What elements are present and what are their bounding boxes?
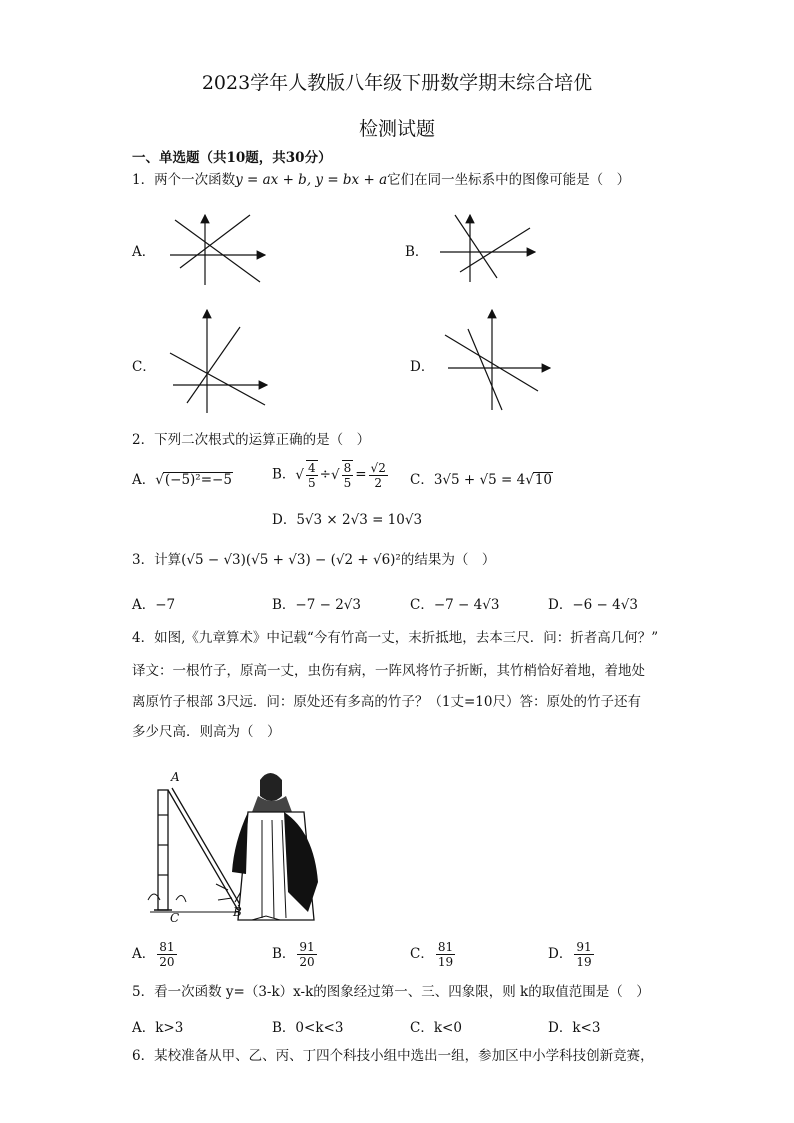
q3-option-a[interactable]: A．−7 [132, 597, 176, 613]
page-subtitle: 检测试题 [358, 118, 435, 140]
q5-option-b[interactable]: B．0<k<3 [272, 1020, 344, 1036]
question-4-line-2: 译文：一根竹子，原高一丈，虫伤有病，一阵风将竹子折断，其竹梢恰好着地，着地处 [132, 663, 645, 679]
q5-option-c[interactable]: C．k<0 [410, 1020, 462, 1036]
q3-option-d[interactable]: D．−6 − 4√3 [548, 597, 638, 613]
q3-option-b[interactable]: B．−7 − 2√3 [272, 597, 361, 613]
q4-option-a[interactable]: A． $\frac{81}{20}$ [132, 940, 175, 969]
figure-label-a: A [171, 770, 180, 784]
question-2-stem: 2．下列二次根式的运算正确的是（ ） [132, 432, 371, 448]
question-6-stem: 6．某校准备从甲、乙、丙、丁四个科技小组中选出一组，参加区中小学科技创新竞赛， [132, 1048, 654, 1064]
q1-option-a-label[interactable]: A． [132, 244, 156, 260]
q1-option-c-label[interactable]: C． [132, 359, 156, 375]
q4-option-d[interactable]: D． $\frac{91}{19}$ [548, 940, 592, 969]
question-4-line-4: 多少尺高．则高为（ ） [132, 724, 281, 740]
question-1-stem: 1．两个一次函数y = ax + b, y = bx + a它们在同一坐标系中的图像可能是（ ） [132, 172, 631, 188]
section-heading: 一、单选题（共10题，共30分） [132, 150, 332, 166]
page-title: 2023学年人教版八年级下册数学期末综合培优 [201, 72, 593, 94]
q2-option-d[interactable]: D．5√3 × 2√3 = 10√3 [272, 512, 423, 528]
q1-option-b-label[interactable]: B． [405, 244, 429, 260]
q1-option-d-graph [440, 305, 555, 415]
figure-label-b: B [233, 905, 242, 919]
question-3-stem: 3．计算(√5 − √3)(√5 + √3) − (√2 + √6)²的结果为（ ） [132, 552, 496, 568]
question-4-line-1: 4．如图,《九章算术》中记载“今有竹高一丈，末折抵地，去本三尺．问：折者高几何？” [132, 630, 659, 646]
q2-option-a[interactable]: A．√ (−5)²=−5 [132, 468, 233, 488]
q5-option-a[interactable]: A．k>3 [132, 1020, 184, 1036]
q2-option-c[interactable]: C．3√5 + √5 = 4√ 10 [410, 468, 553, 488]
question-5-stem: 5．看一次函数 y=（3-k）x-k的图象经过第一、三、四象限，则 k的取值范围是（ ） [132, 984, 650, 1000]
q1-expression: y = ax + b, y = bx + a [235, 172, 388, 188]
q4-option-c[interactable]: C． $\frac{81}{19}$ [410, 940, 454, 969]
figure-label-c: C [170, 911, 180, 925]
q1-option-a-graph [165, 210, 275, 290]
question-4-line-3: 离原竹子根部 3尺远．问：原处还有多高的竹子？（1丈=10尺）答：原处的竹子还有 [132, 694, 641, 710]
q3-option-c[interactable]: C．−7 − 4√3 [410, 597, 500, 613]
q2-option-b[interactable]: B．√ $\frac{4}{5}$ ÷√ $\frac{8}{5}$ = $\frac{√2}{2}$ [272, 460, 390, 490]
q1-option-c-graph [165, 305, 275, 415]
q5-option-d[interactable]: D．k<3 [548, 1020, 601, 1036]
q4-option-b[interactable]: B． $\frac{91}{20}$ [272, 940, 315, 969]
q1-option-b-graph [435, 210, 545, 290]
q1-option-d-label[interactable]: D． [410, 359, 435, 375]
